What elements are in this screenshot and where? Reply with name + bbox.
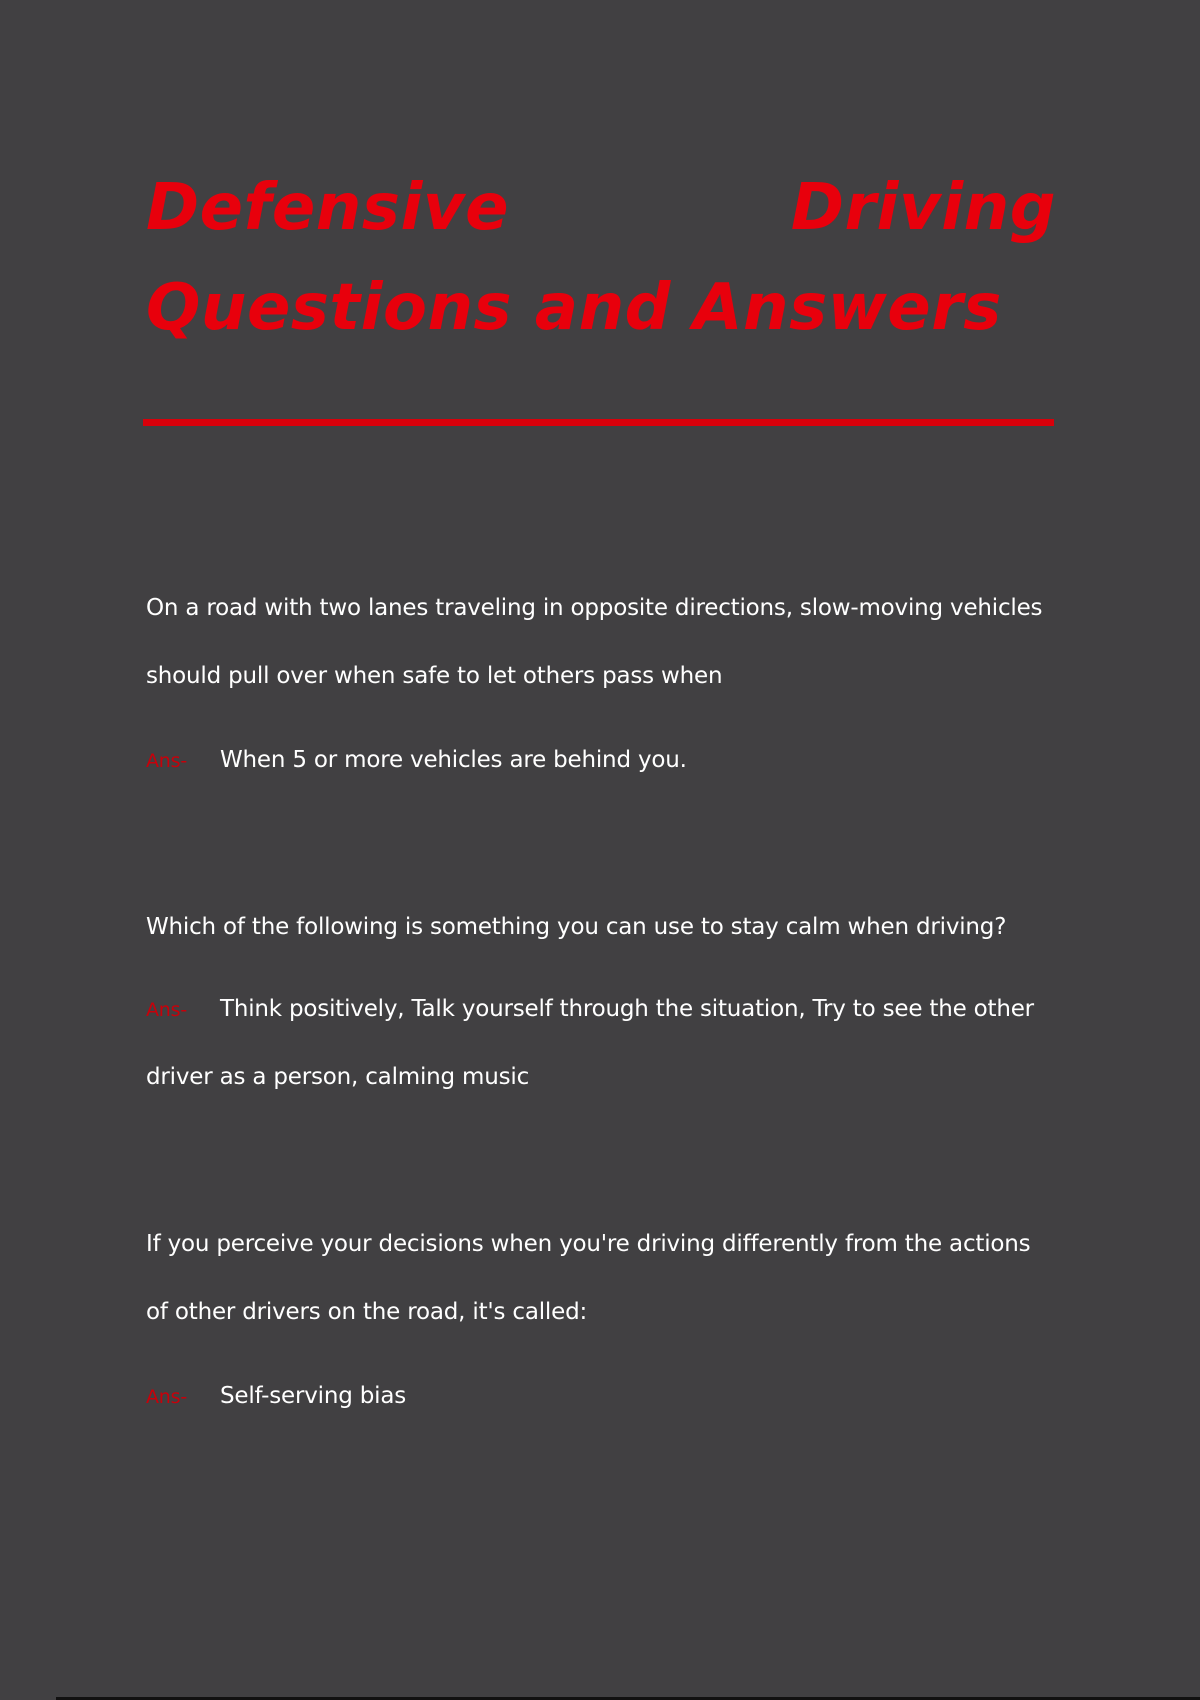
title-line-1 bbox=[146, 158, 1056, 258]
title-line-2 bbox=[146, 258, 1056, 358]
answer-3 bbox=[146, 1362, 1066, 1430]
answer-label: Ans- bbox=[146, 999, 187, 1021]
answer-label: Ans- bbox=[146, 750, 187, 772]
answer-2 bbox=[146, 975, 1066, 1043]
answer-3-line-1: Self-serving bias bbox=[220, 1383, 407, 1409]
question-3-line-1: If you perceive your decisions when you're driving differently from the actions bbox=[146, 1231, 1031, 1257]
qa-item-2 bbox=[146, 893, 1066, 1111]
answer-1 bbox=[146, 726, 1066, 794]
title-divider bbox=[143, 419, 1054, 426]
question-1-line-2: should pull over when safe to let others pass when bbox=[146, 663, 723, 689]
question-2-line-1: Which of the following is something you can use to stay calm when driving? bbox=[146, 914, 1007, 940]
question-3-line-2: of other drivers on the road, it's called: bbox=[146, 1299, 588, 1325]
answer-2-line-1: Think positively, Talk yourself through the situation, Try to see the other bbox=[220, 996, 1034, 1022]
title-word-driving: Driving bbox=[790, 171, 1056, 245]
answer-2-line-2: driver as a person, calming music bbox=[146, 1064, 530, 1090]
title-word-answers: Answers bbox=[692, 271, 1002, 345]
question-1-line-1: On a road with two lanes traveling in opposite directions, slow-moving vehicles bbox=[146, 595, 1043, 621]
answer-1-line-1: When 5 or more vehicles are behind you. bbox=[220, 747, 687, 773]
document-title bbox=[146, 158, 1056, 358]
title-words-questions-and: Questions and bbox=[146, 271, 671, 345]
qa-item-1 bbox=[146, 574, 1066, 794]
qa-item-3 bbox=[146, 1210, 1066, 1430]
answer-label: Ans- bbox=[146, 1386, 187, 1408]
title-word-defensive: Defensive bbox=[146, 171, 509, 245]
